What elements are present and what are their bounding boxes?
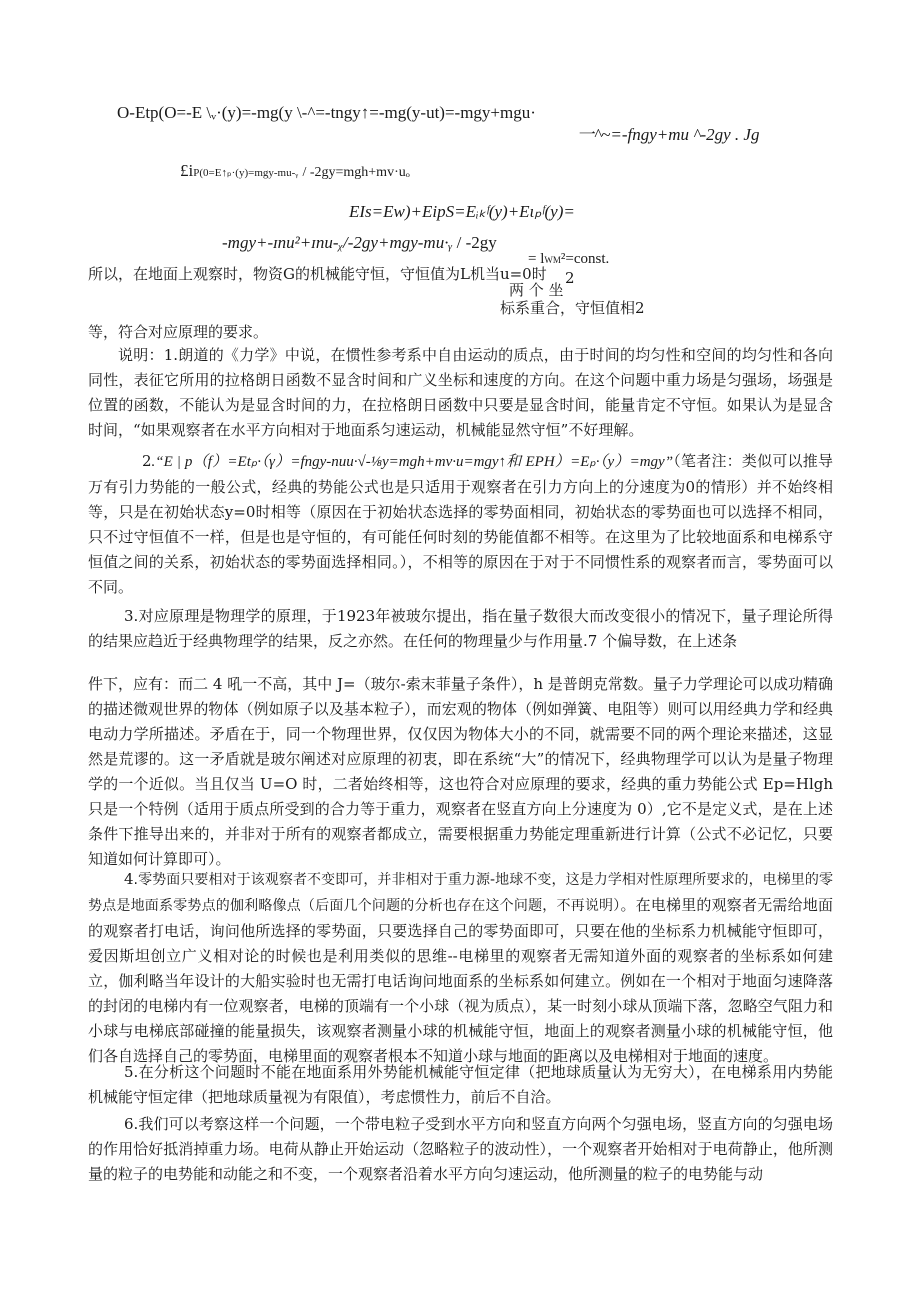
equation-3-prefix: £i: [180, 161, 194, 180]
conclusion-line: 所以，在地面上观察时，物资G的机械能守恒，守恒值为L机当u=0时: [88, 265, 547, 283]
note-2-text: （笔者注：类似可以推导万有引力势能的一般公式，经典的势能公式也是只适用于观察者在引力方向上的分速度为0的情形）并不始终相等，只是在初始状态y=0时相等（原因在于初始状态选择的零势面相同，初始状态的零势面也可以选择不相同，只不过守恒值不一样，但是也是守恒的，有可能任何时刻的势能值都不相等。在这里为了比较地面系和电梯系守恒值之间的关系，初始状态的零势面选择相同。），不相等的原因在于对于不同惯性系的观察者而言，零势面可以不同。: [88, 452, 833, 596]
conclusion-line-b: 两 个 坐: [509, 281, 564, 299]
note-paragraph-4: [88, 867, 833, 1069]
note-6-text: .我们可以考察这样一个问题，一个带电粒子受到水平方向和竖直方向两个匀强电场，竖直方向的匀强电场的作用恰好抵消掉重力场。电荷从静止开始运动（忽略粒子的波动性），一个观察者开始相对于电荷静止，他所测量的粒子的电势能和动能之和不变，一个观察者沿着水平方向匀速运动，他所测量的粒子的电势能与动: [88, 1115, 833, 1183]
note-4-highlight: .零势面只要相对于该观察者不变即可，并非相对于重力源-地球不变，这是力学相对性原理所要求的，电梯里的零势点是地面系零势点的伽利略像点（后面几个问题的分析也存在这个问题，不再说明）: [88, 872, 833, 914]
equation-5-main: -mgy+-ɪnu²+ɪnu-ᵪ/-2gy+mgy-mu·ᵧ: [222, 233, 453, 252]
equation-line-4: EIs=Ew)+EipS=Eᵢₖᶠ(y)+Eιₚᶠ(y)=: [349, 202, 575, 221]
note-5-text: .在分析这个问题时不能在地面系用外势能机械能守恒定律（把地球质量认为无穷大），在电梯系用内势能机械能守恒定律（把地球质量视为有限值），考虑惯性力，前后不自洽。: [88, 1063, 833, 1106]
note-paragraph-3-continued: 件下，应有：而二 4 吼一不高，其中 J=（玻尔-索末菲量子条件），h 是普朗克常数。量子力学理论可以成功精确的描述微观世界的物体（例如原子以及基本粒子），而宏观的物体（例如弹簧、电阻等）则可以用经典力学和经典电动力学所描述。矛盾在于，同一个物理世界，仅仅因为物体大小的不同，就需要不同的两个理论来描述，这显然是荒谬的。这一矛盾就是玻尔阐述对应原理的初衷，即在系统“大”的情况下，经典物理学可以认为是量子物理学的一个近似。当且仅当 U=O 时，二者始终相等，这也符合对应原理的要求，经典的重力势能公式 Ep=Hlgh 只是一个特例（适用于质点所受到的合力等于重力，观察者在竖直方向上分速度为 0）,它不是定义式，是在上述条件下推导出来的，并非对于所有的观察者都成立，需要根据重力势能定理重新进行计算（公式不必记忆，只要知道如何计算即可）。: [88, 675, 833, 868]
fraction-denominator: 2: [565, 269, 575, 287]
note-paragraph-5: [88, 1060, 833, 1110]
note-6-number: 6: [124, 1115, 134, 1133]
equation-line-2: 一^~=-fngy+mu ^-2gy . Jg: [577, 125, 760, 144]
equation-3-main: P(0=E↑ₚ·(y)=mgy-mu-ᵧ: [193, 167, 299, 179]
equation-6-rest: ²=const.: [560, 251, 610, 267]
note-paragraph-3: [88, 604, 833, 654]
note-paragraph-6: [88, 1112, 833, 1187]
note-5-number: 5: [124, 1063, 134, 1081]
equation-line-1: O-Etp(O=-E \ᵥ·(y)=-mg(y \-^=-tngy↑=-mg(y-ut)=-mgy+mgu·: [117, 103, 536, 122]
note-4-text: 。在电梯里的观察者无需给地面的观察者打电话，询问他所选择的零势面，只要选择自己的零势面即可，只要在他的坐标系力机械能守恒即可，爱因斯坦创立广义相对论的时候也是利用类似的思维--电梯里的观察者无需知道外面的观察者的坐标系如何建立，伽利略当年设计的大船实验时也无需打电话询问地面系的坐标系如何建立。例如在一个相对于地面匀速降落的封闭的电梯内有一位观察者，电梯的顶端有一个小球（视为质点），某一时刻小球从顶端下落，忽略空气阻力和小球与电梯底部碰撞的能量损失，该观察者测量小球的机械能守恒，地面上的观察者测量小球的机械能守恒，他们各自选择自己的零势面，电梯里面的观察者根本不知道小球与地面的距离以及电梯相对于地面的速度。: [88, 896, 833, 1065]
conclusion-line-c: 标系重合，守恒值相2: [500, 299, 645, 317]
note-paragraph-1: 说明：1.朗道的《力学》中说，在惯性参考系中自由运动的质点，由于时间的均匀性和空间的均匀性和各向同性，表征它所用的拉格朗日函数不显含时间和广义坐标和速度的方向。在这个问题中重力场是匀强场，场强是位置的函数，不能认为是显含时间的力，在拉格朗日函数中只要是显含时间，能量肯定不守恒。如果认为是显含时间，“如果观察者在水平方向相对于地面系匀速运动，机械能显然守恒”不好理解。: [88, 346, 833, 439]
note-2-formula: .“E | p（f）=Etₚ·（γ）=fngy-nuu·√-⅛y=mgh+mv·u=mgy↑和 EPH）=Eₚ·（y）=mgy”: [151, 454, 674, 470]
equation-3-tail: / -2gy=mgh+mv·uₒ: [302, 165, 410, 180]
note-3-text: .对应原理是物理学的原理，于1923年被玻尔提出，指在量子数很大而改变很小的情况下，量子理论所得的结果应趋近于经典物理学的结果，反之亦然。在任何的物理量少与作用量.7 个偏导数，在上述条: [88, 607, 833, 650]
note-4-number: 4: [124, 870, 134, 888]
note-2-number: 2: [142, 452, 152, 470]
equation-6-eq: = l: [528, 251, 545, 267]
note-paragraph-2: [88, 449, 833, 600]
equation-5-tail: / -2gy: [456, 233, 497, 252]
equation-line-3: [180, 161, 410, 181]
conclusion-line-d: 等，符合对应原理的要求。: [88, 323, 269, 341]
equation-6-sub: WM: [544, 255, 561, 265]
equation-line-5: [222, 233, 497, 253]
note-3-number: 3: [124, 607, 134, 625]
